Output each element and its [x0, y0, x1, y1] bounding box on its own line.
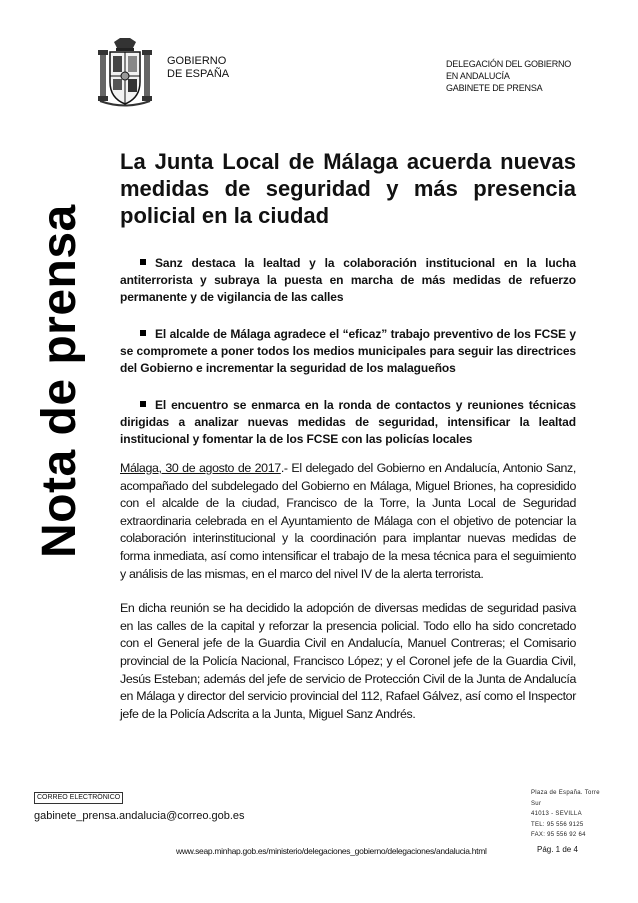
website-link[interactable]: www.seap.minhap.gob.es/ministerio/delegaciones_gobierno/delegaciones/andalucia.html	[176, 846, 487, 856]
bullet-square-icon	[140, 401, 146, 407]
fax-line: FAX: 95 556 92 64	[531, 832, 586, 838]
body-paragraph: En dicha reunión se ha decidido la adopción de diversas medidas de seguridad pasiva en las calles de la capital y reforzar la presencia policial. Todo ello ha sido concretado con el General jefe de la Guardia Civil en Andalucía, Manuel Contreras; el Comisario provincial de la Policía Nacional, Francisco López; y el Coronel jefe de la Guardia Civil, Jesús Esteban; además del jefe de servicio de Protección Civil de la Junta de Andalucía en Málaga y director del servicio provincial del 112, Rafael Gálvez, así como el Inspector jefe de la Policía Adscrita a la Junta, Miguel Sanz Andrés.	[120, 601, 576, 721]
email-label: CORREO ELECTRÓNICO	[34, 792, 123, 804]
delegation-line-1: DELEGACIÓN DEL GOBIERNO	[446, 59, 572, 69]
gov-line-2: DE ESPAÑA	[167, 68, 230, 80]
bullet-square-icon	[140, 259, 146, 265]
dateline: Málaga, 30 de agosto de 2017	[120, 461, 281, 475]
highlight-text: Sanz destaca la lealtad y la colaboración institucional en la lucha antiterrorista y subraya la puesta en marcha de más medidas de refuerzo permanente y de vigilancia de las calles	[120, 256, 576, 304]
article-body	[120, 460, 576, 740]
delegation-name	[446, 58, 571, 94]
address-line: Plaza de España. Torre	[531, 790, 600, 796]
address-line: 41013 - SEVILLA	[531, 811, 582, 817]
paragraph-text: .- El delegado del Gobierno en Andalucía, Antonio Sanz, acompañado del subdelegado del Gobierno en Málaga, Miguel Briones, ha copresidido con el alcalde de la ciudad, Francisco de la Torre, la Junta Local de Seguridad extraordinaria celebrada en el Ayuntamiento de Málaga con el objetivo de potenciar la colaboración interinstitucional y la coordinación para implantar nuevas medidas de forma inmediata, así como intensificar el trabajo de la mesa técnica para el seguimiento y análisis de las mismas, en el marco del nivel IV de la alerta terrorista.	[120, 461, 576, 581]
contact-email[interactable]: gabinete_prensa.andalucia@correo.gob.es	[34, 810, 245, 822]
body-paragraph	[120, 460, 576, 583]
highlight-text: El encuentro se enmarca en la ronda de contactos y reuniones técnicas dirigidas a analizar nuevas medidas de seguridad, intensificar la lealtad institucional y fomentar la de los FCSE con las policías locales	[120, 398, 576, 446]
government-name	[167, 55, 229, 81]
highlight-item	[120, 397, 576, 448]
page-title: La Junta Local de Málaga acuerda nuevas medidas de seguridad y más presencia policial en la ciudad	[120, 149, 576, 228]
coat-of-arms-icon	[96, 38, 154, 110]
page-number: Pág. 1 de 4	[537, 845, 578, 854]
bullet-square-icon	[140, 330, 146, 336]
address-line: Sur	[531, 800, 542, 807]
highlight-item	[120, 255, 576, 306]
gov-line-1: GOBIERNO	[167, 55, 227, 67]
highlight-item	[120, 326, 576, 377]
highlights-list	[120, 255, 576, 468]
postal-address	[531, 788, 600, 841]
delegation-line-2: EN ANDALUCÍA	[446, 71, 510, 81]
press-note-label: Nota de prensa	[33, 204, 86, 558]
phone-line: TEL: 95 556 9125	[531, 821, 584, 828]
delegation-line-3: GABINETE DE PRENSA	[446, 83, 543, 93]
highlight-text: El alcalde de Málaga agradece el “eficaz” trabajo preventivo de los FCSE y se compromete a poner todos los medios municipales para seguir las directrices del Gobierno e incrementar la seguridad de los malagueños	[120, 327, 576, 375]
